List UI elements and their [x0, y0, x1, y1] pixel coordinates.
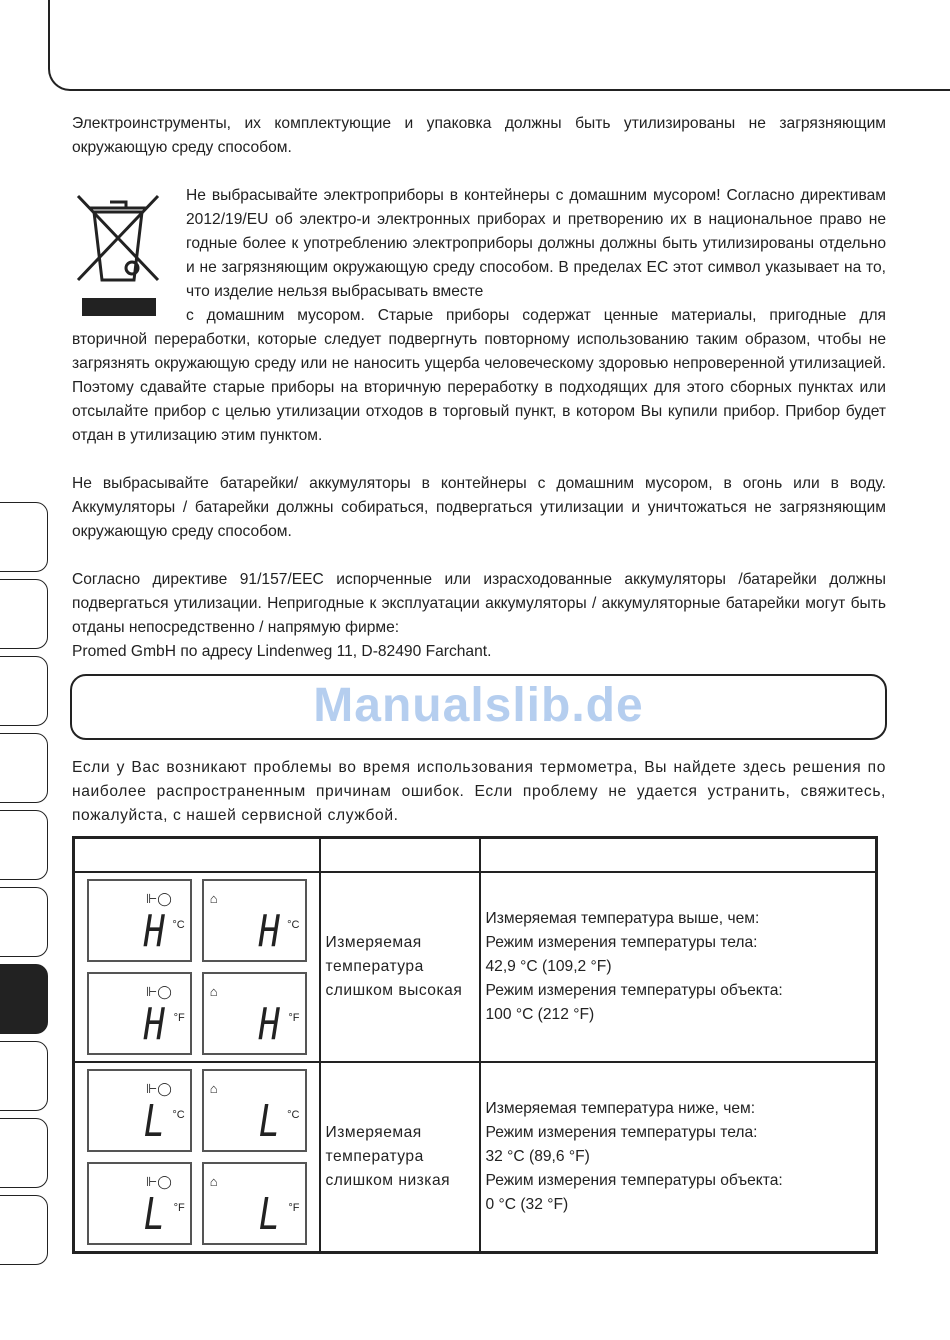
side-tab[interactable]	[0, 1118, 48, 1188]
paragraph-batteries: Не выбрасывайте батарейки/ аккумуляторы в контейнеры с домашним мусором, в огонь или в воду. Аккумуляторы / батарейки должны собираться, подвергаться утилизации и уничтожаться не загрязняющим окружающую среду способом.	[72, 475, 886, 540]
lcd-unit: °F	[288, 1011, 300, 1024]
lcd-reading: H	[258, 905, 280, 957]
troubleshooting-table	[72, 836, 878, 1254]
solution-line: Измеряемая температура выше, чем:	[485, 909, 760, 927]
lcd-reading: L	[143, 1095, 166, 1147]
solution-line: Режим измерения температуры объекта:	[485, 1171, 783, 1189]
lcd-reading: L	[258, 1095, 280, 1147]
lcd-unit: °F	[173, 1201, 185, 1214]
solution-line: 100 °C (212 °F)	[485, 1005, 595, 1023]
table-row	[74, 1062, 877, 1253]
lcd-unit: °F	[288, 1201, 300, 1214]
lcd-display	[87, 972, 192, 1055]
lcd-reading: L	[258, 1188, 280, 1240]
lcd-unit: °F	[173, 1011, 185, 1024]
lcd-display	[202, 972, 307, 1055]
lcd-display	[202, 1069, 307, 1152]
side-tab[interactable]	[0, 502, 48, 572]
side-tab[interactable]	[0, 733, 48, 803]
lcd-group	[75, 1063, 319, 1251]
side-tab[interactable]	[0, 1041, 48, 1111]
lcd-reading: H	[143, 998, 166, 1050]
lcd-reading: L	[143, 1188, 166, 1240]
table-header-row	[74, 838, 877, 872]
object-mode-icon: ⌂	[209, 983, 218, 999]
crossed-bin-icon	[72, 184, 186, 328]
content-column	[72, 112, 886, 1254]
solution-cell	[480, 872, 877, 1062]
side-tab[interactable]	[0, 887, 48, 957]
side-tab[interactable]	[0, 810, 48, 880]
lcd-reading: H	[258, 998, 280, 1050]
cause-cell: Измеряемая температура слишком высокая	[320, 872, 480, 1062]
lcd-unit: °C	[172, 918, 185, 931]
lcd-display	[202, 1162, 307, 1245]
lcd-unit: °C	[287, 918, 300, 931]
lcd-display	[87, 1069, 192, 1152]
solution-line: 0 °C (32 °F)	[485, 1195, 569, 1213]
company-address: Promed GmbH по адресу Lindenweg 11, D-82490 Farchant.	[72, 643, 492, 660]
body-mode-icon: ⊩◯	[145, 983, 172, 999]
side-tab[interactable]	[0, 579, 48, 649]
body-mode-icon: ⊩◯	[145, 1080, 172, 1096]
lcd-unit: °C	[172, 1108, 185, 1121]
watermark: Manualslib.de	[313, 679, 644, 732]
paragraph-troubleshooting: Если у Вас возникают проблемы во время использования термометра, Вы найдете здесь решения по наиболее распространенным причинам ошибок. Если проблему не удается устранить, свяжитесь, пожалуйста, с нашей сервисной службой.	[72, 759, 886, 824]
solution-line: Режим измерения температуры объекта:	[485, 981, 783, 999]
cause-cell: Измеряемая температура слишком низкая	[320, 1062, 480, 1253]
body-mode-icon: ⊩◯	[145, 890, 172, 906]
object-mode-icon: ⌂	[209, 1173, 218, 1189]
paragraph-weee: Не выбрасывайте электроприборы в контейнеры с домашним мусором! Согласно директивам 2012/19/EU об электро-и электронных приборах и претворению их в национальное право не годные более к употреблению электроприборы должны должны быть утилизированы отдельно и не загрязняющим окружающую среду способом. В пределах ЕС этот символ указывает на то, что изделие нельзя выбрасывать вместе	[186, 187, 886, 300]
body-mode-icon: ⊩◯	[145, 1173, 172, 1189]
solution-line: Режим измерения температуры тела:	[485, 1123, 758, 1141]
solution-line: Режим измерения температуры тела:	[485, 933, 758, 951]
solution-line: 42,9 °C (109,2 °F)	[485, 957, 612, 975]
paragraph-disposal: Электроинструменты, их комплектующие и упаковка должны быть утилизированы не загрязняющим окружающую среду способом.	[72, 115, 886, 156]
lcd-display	[202, 879, 307, 962]
object-mode-icon: ⌂	[209, 1080, 218, 1096]
object-mode-icon: ⌂	[209, 890, 218, 906]
solution-cell	[480, 1062, 877, 1253]
header-box	[48, 0, 950, 91]
side-tab[interactable]	[0, 1195, 48, 1265]
paragraph-directive: Согласно директиве 91/157/EEC испорченные или израсходованные аккумуляторы /батарейки должны подвергаться утилизации. Непригодные к эксплуатации аккумуляторы / аккумуляторные батарейки могут быть отданы непосредственно / напрямую фирме:	[72, 571, 886, 636]
table-row	[74, 872, 877, 1062]
side-tab-active[interactable]	[0, 964, 48, 1034]
lcd-group	[75, 873, 319, 1061]
weee-section	[72, 184, 886, 448]
lcd-display	[87, 879, 192, 962]
lcd-display	[87, 1162, 192, 1245]
solution-line: Измеряемая температура ниже, чем:	[485, 1099, 756, 1117]
paragraph-weee-cont: с домашним мусором. Старые приборы содержат ценные материалы, пригодные для вторичной переработки, которые следует подвергнуть повторному использованию таким образом, чтобы не загрязнять окружающую среду или не наносить ущерба человеческому здоровью непроверенной утилизацией. Поэтому сдавайте старые приборы на вторичную переработку в подходящих для этого сборных пунктах или отсылайте прибор с целью утилизации отходов в торговый пункт, в котором Вы купили прибор. Прибор будет отдан в утилизацию этим пунктом.	[72, 307, 886, 444]
solution-line: 32 °C (89,6 °F)	[485, 1147, 590, 1165]
side-tab[interactable]	[0, 656, 48, 726]
lcd-unit: °C	[287, 1108, 300, 1121]
lcd-reading: H	[143, 905, 166, 957]
section-heading-box	[70, 674, 887, 740]
